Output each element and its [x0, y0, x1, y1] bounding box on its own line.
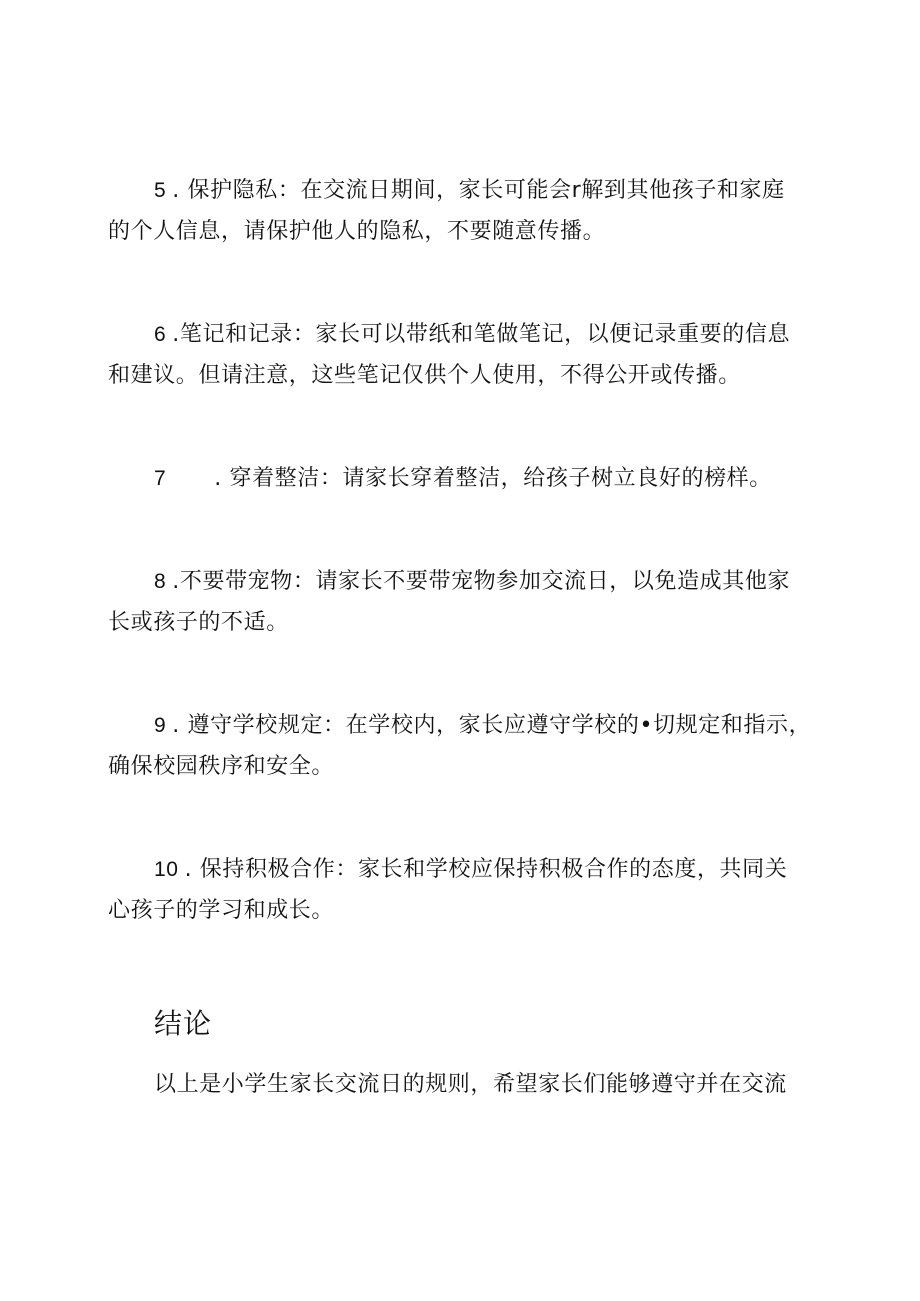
rule-item-10 — [108, 849, 820, 931]
conclusion-heading: 结论 — [154, 1007, 213, 1040]
rule-item-5-line-2: 的个人信息，请保护他人的隐私，不要随意传播。 — [108, 219, 606, 244]
rule-item-9-line-1 — [108, 705, 820, 746]
rule-number: 7 — [154, 467, 167, 490]
rule-item-8 — [108, 561, 820, 643]
rule-number: 10 — [154, 858, 179, 881]
rule-item-5-line-1 — [108, 170, 820, 211]
rule-text: . 保护隐私：在交流日期间，家长可能会r解到其他孩子和家庭 — [172, 178, 785, 203]
rule-item-10-line-2: 心孩子的学习和成长。 — [108, 898, 335, 923]
rule-item-7-line-1 — [108, 458, 820, 499]
rule-item-8-line-2: 长或孩子的不适。 — [108, 610, 289, 635]
rule-number: 6 — [154, 323, 167, 346]
rule-number: 8 — [154, 570, 167, 593]
rule-item-5 — [108, 170, 820, 252]
rule-item-8-line-1 — [108, 561, 820, 602]
rule-text: . 保持积极合作：家长和学校应保持积极合作的态度，共同关 — [184, 857, 788, 882]
rule-text: . 穿着整洁：请家长穿着整洁，给孩子树立良好的榜样。 — [214, 466, 772, 491]
rule-item-6-line-2: 和建议。但请注意，这些笔记仅供个人使用，不得公开或传播。 — [108, 363, 741, 388]
rule-item-6-line-1 — [108, 314, 820, 355]
rule-text: . 遵守学校规定：在学校内，家长应遵守学校的•切规定和指示， — [172, 713, 812, 738]
rule-item-6 — [108, 314, 820, 396]
rule-item-7 — [108, 458, 820, 499]
rule-item-9-line-2: 确保校园秩序和安全。 — [108, 754, 335, 779]
rule-text: .笔记和记录：家长可以带纸和笔做笔记，以便记录重要的信息 — [172, 322, 791, 347]
rule-text: .不要带宠物：请家长不要带宠物参加交流日，以免造成其他家 — [172, 569, 791, 594]
rule-item-9 — [108, 705, 820, 787]
conclusion-text: 以上是小学生家长交流日的规则，希望家长们能够遵守并在交流 — [154, 1072, 787, 1097]
rule-number: 5 — [154, 179, 167, 202]
rule-item-10-line-1 — [108, 849, 820, 890]
rule-number: 9 — [154, 714, 167, 737]
